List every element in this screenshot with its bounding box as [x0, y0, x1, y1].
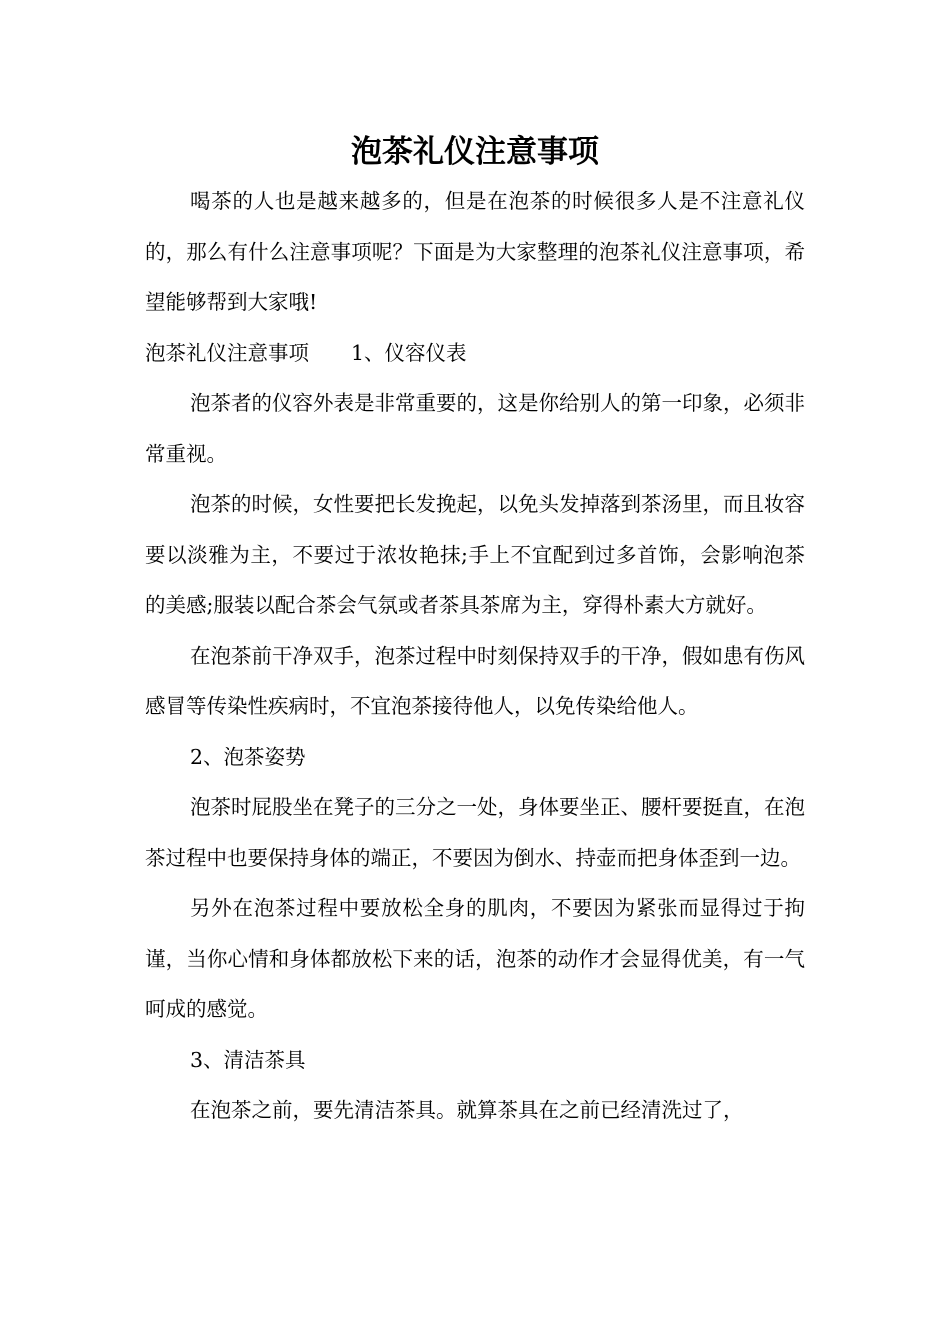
section-1-paragraph: 泡茶的时候，女性要把长发挽起，以免头发掉落到茶汤里，而且妆容要以淡雅为主，不要过于浓妆艳抹;手上不宜配到过多首饰，会影响泡茶的美感;服装以配合茶会气氛或者茶具茶席为主，穿得朴素大方就好。	[145, 492, 805, 617]
section-1-heading: 1、仪容仪表	[351, 340, 467, 365]
document-title: 泡茶礼仪注意事项	[351, 134, 599, 170]
section-3-heading: 3、清洁茶具	[190, 1047, 306, 1072]
intro-paragraph: 喝茶的人也是越来越多的，但是在泡茶的时候很多人是不注意礼仪的，那么有什么注意事项呢？下面是为大家整理的泡茶礼仪注意事项，希望能够帮到大家哦!	[145, 189, 805, 314]
section-3-paragraph: 在泡茶之前，要先清洁茶具。就算茶具在之前已经清洗过了，	[190, 1098, 744, 1122]
section-1-prefix: 泡茶礼仪注意事项	[145, 340, 309, 365]
section-1-paragraph: 在泡茶前干净双手，泡茶过程中时刻保持双手的干净，假如患有伤风感冒等传染性疾病时，不宜泡茶接待他人，以免传染给他人。	[145, 643, 805, 718]
section-1-paragraph: 泡茶者的仪容外表是非常重要的，这是你给别人的第一印象，必须非常重视。	[145, 391, 805, 466]
section-1-heading-line	[145, 328, 805, 379]
section-2-paragraph: 泡茶时屁股坐在凳子的三分之一处，身体要坐正、腰杆要挺直，在泡茶过程中也要保持身体的端正，不要因为倒水、持壶而把身体歪到一边。	[145, 795, 805, 870]
section-2-paragraph: 另外在泡茶过程中要放松全身的肌肉，不要因为紧张而显得过于拘谨，当你心情和身体都放松下来的话，泡茶的动作才会显得优美，有一气呵成的感觉。	[145, 896, 805, 1021]
section-2-heading: 2、泡茶姿势	[190, 744, 306, 769]
document-body	[145, 176, 805, 1136]
